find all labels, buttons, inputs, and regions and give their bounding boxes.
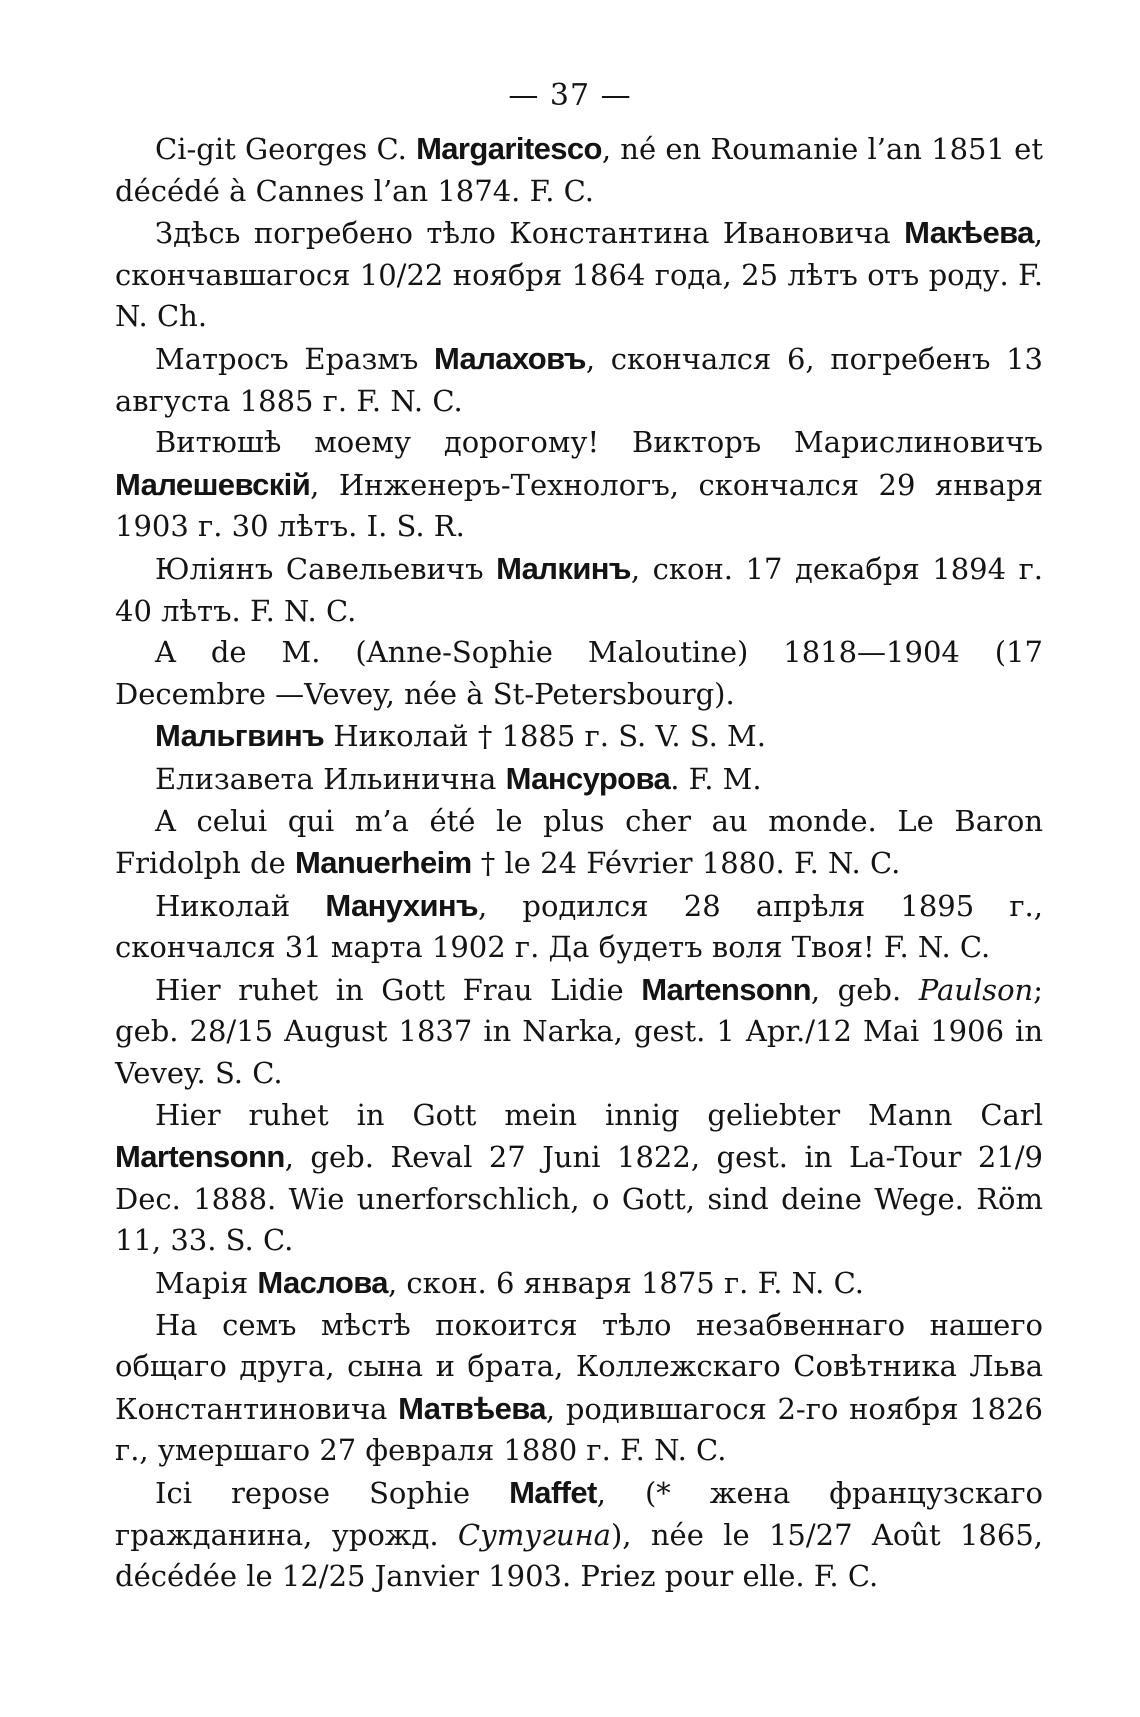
list-item: Матросъ Еразмъ Малаховъ, скончался 6, погребенъ 13 августа 1885 г. F. N. C. xyxy=(115,340,1043,418)
list-item: Здѣсь погребено тѣло Константина Ивановича Макѣева, скончавшагося 10/22 ноября 1864 года, 25 лѣтъ отъ роду. F. N. Ch. xyxy=(115,215,1043,334)
surname: Martensonn xyxy=(115,1139,285,1175)
surname: Манухинъ xyxy=(325,887,479,923)
list-item: A de M. (Anne-Sophie Maloutine) 1818—1904 (17 Decembre —Vevey, née à St-Petersbourg). xyxy=(115,635,1043,711)
surname: Макѣева xyxy=(904,215,1034,251)
list-item: Мальгвинъ Николай † 1885 г. S. V. S. M. xyxy=(155,718,766,754)
maiden-name: Paulson xyxy=(918,972,1034,1007)
list-item: Юліянъ Савельевичъ Малкинъ, скон. 17 декабря 1894 г. 40 лѣтъ. F. N. C. xyxy=(115,550,1043,628)
list-item: Николай Манухинъ, родился 28 апрѣля 1895 г., скончался 31 марта 1902 г. Да будетъ воля Твоя! F. N. C. xyxy=(115,887,1043,965)
entries-list xyxy=(115,128,1043,1598)
surname: Матвѣева xyxy=(398,1390,546,1426)
list-item: Hier ruhet in Gott mein innig geliebter Mann Carl Martensonn, geb. Reval 27 Juni 1822, gest. in La-Tour 21/9 Dec. 1888. Wie unerforschlich, o Gott, sind deine Wege. Röm 11, 33. S. C. xyxy=(115,1097,1043,1258)
list-item: Ci-git Georges C. Margaritesco, né en Roumanie l’an 1851 et décédé à Cannes l’an 1874. F. C. xyxy=(115,131,1043,208)
list-item: Витюшѣ моему дорогому! Викторъ Марислиновичъ Малешевскій, Инженеръ-Технологъ, скончался 29 января 1903 г. 30 лѣтъ. I. S. R. xyxy=(115,425,1043,544)
list-item: Марія Маслова, скон. 6 января 1875 г. F. N. C. xyxy=(155,1265,864,1301)
surname: Martensonn xyxy=(641,971,811,1007)
surname: Margaritesco xyxy=(416,131,602,166)
surname: Маслова xyxy=(257,1265,388,1301)
page-number: — 37 — xyxy=(508,78,632,113)
maiden-name: Сутугина xyxy=(457,1517,611,1552)
list-item: Ici repose Sophie Maffet, (* жена французскаго гражданина, урожд. Сутугина), née le 15/27 Août 1865, décédée le 12/25 Janvier 1903. Priez pour elle. F. C. xyxy=(115,1475,1044,1594)
surname: Мальгвинъ xyxy=(155,718,325,754)
surname: Малешевскій xyxy=(115,466,311,502)
surname: Maffet xyxy=(509,1475,597,1510)
list-item: Hier ruhet in Gott Frau Lidie Martensonn, geb. Paulson; geb. 28/15 August 1837 in Narka, gest. 1 Apr./12 Mai 1906 in Vevey. S. C. xyxy=(115,971,1043,1091)
surname: Manuerheim xyxy=(294,845,472,881)
surname: Мансурова xyxy=(505,760,671,796)
list-item: Елизавета Ильинична Мансурова. F. M. xyxy=(155,760,762,796)
surname: Малаховъ xyxy=(433,340,586,376)
list-item: A celui qui m’a été le plus cher au monde. Le Baron Fridolph de Manuerheim † le 24 Février 1880. F. N. C. xyxy=(115,803,1043,881)
surname: Малкинъ xyxy=(496,550,631,586)
list-item: На семъ мѣстѣ покоится тѣло незабвеннаго нашего общаго друга, сына и брата, Коллежскаго Совѣтника Льва Константиновича Матвѣева, родившагося 2-го ноября 1826 г., умершаго 27 февраля 1880 г. F. N. C. xyxy=(115,1307,1043,1468)
